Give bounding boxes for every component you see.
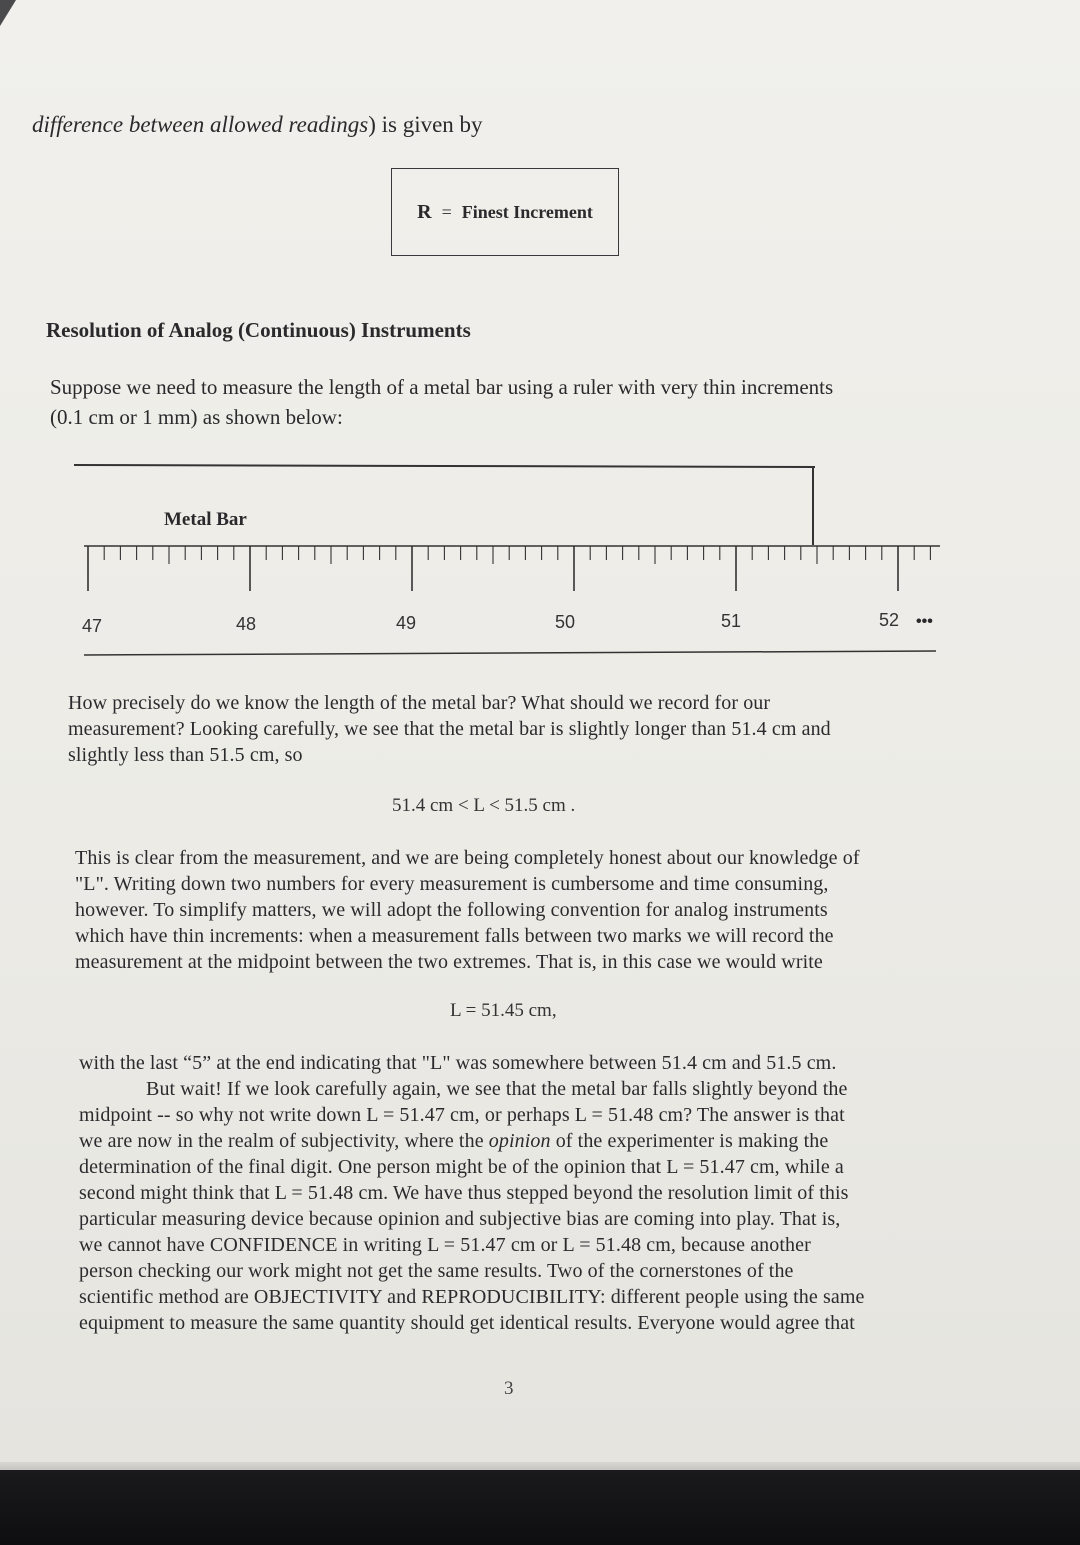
page-number: 3	[504, 1378, 514, 1399]
paragraph-line: equipment to measure the same quantity should get identical results. Everyone would agree that	[79, 1312, 855, 1334]
ruler-label-48: 48	[236, 614, 257, 634]
paragraph-line: second might think that L = 51.48 cm. We have thus stepped beyond the resolution limit of this	[79, 1182, 849, 1204]
paragraph-line: determination of the final digit. One person might be of the opinion that L = 51.47 cm, while a	[79, 1156, 844, 1178]
intro-line	[32, 112, 483, 138]
ruler-label-47: 47	[82, 616, 103, 636]
paragraph-question	[68, 690, 831, 768]
paragraph-line: slightly less than 51.5 cm, so	[68, 744, 303, 766]
paragraph-line-text: But wait! If we look carefully again, we see that the metal bar falls slightly beyond the	[146, 1078, 848, 1100]
ruler-label-51: 51	[721, 611, 742, 631]
figure-bottom-rule	[84, 651, 936, 655]
ruler-label-49: 49	[396, 613, 417, 633]
ruler-ticks	[88, 546, 930, 591]
paragraph-line: person checking our work might not get the same results. Two of the cornerstones of the	[79, 1260, 794, 1282]
bar-top-edge	[74, 465, 815, 467]
section-heading: Resolution of Analog (Continuous) Instruments	[46, 318, 471, 342]
page-corner-shadow	[0, 0, 16, 26]
paragraph-line: measurement? Looking carefully, we see that the metal bar is slightly longer than 51.4 cm and	[68, 718, 831, 740]
formula-rhs: Finest Increment	[461, 201, 593, 222]
paragraph-line: scientific method are OBJECTIVITY and REPRODUCIBILITY: different people using the same	[79, 1286, 865, 1308]
ruler-ellipsis: •••	[916, 613, 933, 630]
formula-equals: =	[441, 201, 452, 222]
paragraph-line: we cannot have CONFIDENCE in writing L = 51.47 cm or L = 51.48 cm, because another	[79, 1234, 811, 1256]
paragraph-line: This is clear from the measurement, and we are being completely honest about our knowledge of	[75, 847, 860, 869]
paragraph-line: which have thin increments: when a measurement falls between two marks we will record the	[75, 925, 834, 947]
paragraph-line: midpoint -- so why not write down L = 51.47 cm, or perhaps L = 51.48 cm? The answer is that	[79, 1104, 845, 1126]
paragraph-intro	[50, 372, 833, 432]
line-text: of the experimenter is making the	[550, 1130, 829, 1152]
paragraph-subjectivity	[79, 1050, 864, 1336]
paragraph-line: Suppose we need to measure the length of a metal bar using a ruler with very thin increments	[50, 375, 834, 399]
paragraph-line: (0.1 cm or 1 mm) as shown below:	[50, 405, 343, 429]
midpoint-equation: L = 51.45 cm,	[450, 1000, 557, 1021]
formula-lhs: R	[417, 200, 432, 223]
background-shadow	[0, 1470, 1080, 1545]
metal-bar-label: Metal Bar	[164, 509, 247, 530]
paragraph-line: however. To simplify matters, we will adopt the following convention for analog instruments	[75, 899, 828, 921]
opinion-emphasis: opinion	[488, 1130, 551, 1152]
paragraph-line: with the last “5” at the end indicating that "L" was somewhere between 51.4 cm and 51.5 cm.	[79, 1052, 837, 1074]
paragraph-convention	[75, 845, 860, 975]
paragraph-line: measurement at the midpoint between the two extremes. That is, in this case we would write	[75, 951, 823, 973]
paragraph-line: How precisely do we know the length of the metal bar? What should we record for our	[68, 692, 771, 714]
intro-rest: ) is given by	[368, 112, 483, 137]
paragraph-line	[79, 1128, 864, 1154]
ruler-label-52: 52	[879, 610, 900, 630]
line-text: we are now in the realm of subjectivity, where the	[79, 1130, 489, 1152]
paragraph-line: particular measuring device because opinion and subjective bias are coming into play. That is,	[79, 1208, 841, 1230]
paragraph-line: "L". Writing down two numbers for every measurement is cumbersome and time consuming,	[75, 873, 829, 895]
ruler-label-50: 50	[555, 612, 576, 632]
metal-bar-ruler-figure	[60, 455, 960, 665]
paragraph-line	[79, 1076, 864, 1102]
intro-italic-phrase: difference between allowed readings	[32, 112, 369, 137]
inequality-equation: 51.4 cm < L < 51.5 cm .	[392, 795, 576, 816]
ruler-labels	[82, 610, 933, 636]
formula-box	[391, 168, 619, 256]
